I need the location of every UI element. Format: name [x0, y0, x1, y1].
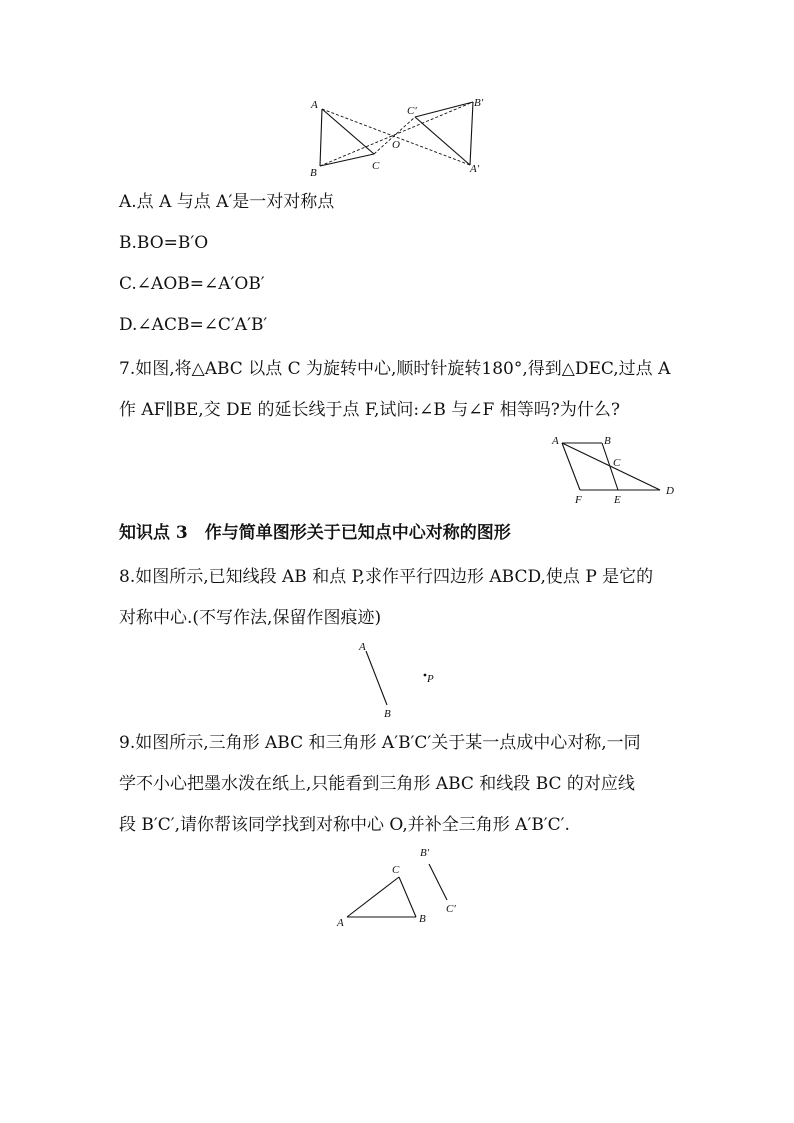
question-9-line-3: 段 B′C′,请你帮该同学找到对称中心 O,并补全三角形 A′B′C′.	[119, 815, 570, 835]
segment-AB	[366, 651, 387, 705]
label-B-prime: B′	[474, 97, 484, 109]
figure-question-7	[545, 430, 685, 510]
option-b: B.BO=B′O	[119, 233, 209, 253]
option-d: D.∠ACB=∠C′A′B′	[119, 315, 268, 335]
question-7-line-2: 作 AF∥BE,交 DE 的延长线于点 F,试问:∠B 与∠F 相等吗?为什么?	[119, 400, 620, 420]
label-E: E	[614, 494, 621, 506]
question-8-line-2: 对称中心.(不写作法,保留作图痕迹)	[119, 608, 382, 628]
label-C: C	[613, 457, 621, 469]
label-C-prime: C′	[407, 105, 417, 117]
segment-BC	[320, 154, 374, 166]
label-A: A	[337, 917, 344, 929]
label-A-prime: A′	[470, 163, 480, 175]
label-B: B	[604, 435, 611, 447]
figure-question-8	[350, 635, 450, 725]
label-A: A	[552, 435, 559, 447]
label-P: P	[427, 673, 434, 685]
label-B-prime: B′	[420, 847, 430, 859]
label-C: C	[372, 160, 380, 172]
segment-A'C'	[415, 117, 470, 165]
label-C-prime: C′	[446, 903, 456, 915]
segment-B'C'	[415, 102, 473, 117]
label-A: A	[359, 641, 366, 653]
label-O: O	[392, 139, 400, 151]
label-C: C	[392, 864, 400, 876]
label-B: B	[419, 913, 426, 925]
segment-B'C'	[429, 864, 447, 900]
question-9-line-2: 学不小心把墨水泼在纸上,只能看到三角形 ABC 和线段 BC 的对应线	[119, 774, 635, 794]
option-c: C.∠AOB=∠A′OB′	[119, 274, 265, 294]
label-D: D	[666, 485, 674, 497]
section-heading-3: 知识点 3 作与简单图形关于已知点中心对称的图形	[119, 523, 511, 543]
dashed-AA'	[322, 109, 470, 165]
label-A: A	[311, 99, 318, 111]
figure-central-symmetry	[300, 92, 500, 182]
segment-A'B'	[470, 102, 473, 165]
question-7-line-1: 7.如图,将△ABC 以点 C 为旋转中心,顺时针旋转180°,得到△DEC,过点 A	[119, 359, 671, 379]
question-8-line-1: 8.如图所示,已知线段 AB 和点 P,求作平行四边形 ABCD,使点 P 是它的	[119, 567, 654, 587]
label-B: B	[384, 708, 391, 720]
point-P	[424, 674, 427, 677]
segment-AB	[320, 109, 322, 166]
segment-AD	[562, 443, 660, 490]
question-9-line-1: 9.如图所示,三角形 ABC 和三角形 A′B′C′关于某一点成中心对称,一同	[119, 733, 641, 753]
segment-AC	[347, 877, 399, 917]
label-B: B	[310, 167, 317, 179]
figure-question-9	[330, 840, 470, 935]
segment-CB	[399, 877, 416, 917]
label-F: F	[575, 494, 582, 506]
segment-AC	[322, 109, 374, 154]
option-a: A.点 A 与点 A′是一对对称点	[119, 192, 335, 212]
